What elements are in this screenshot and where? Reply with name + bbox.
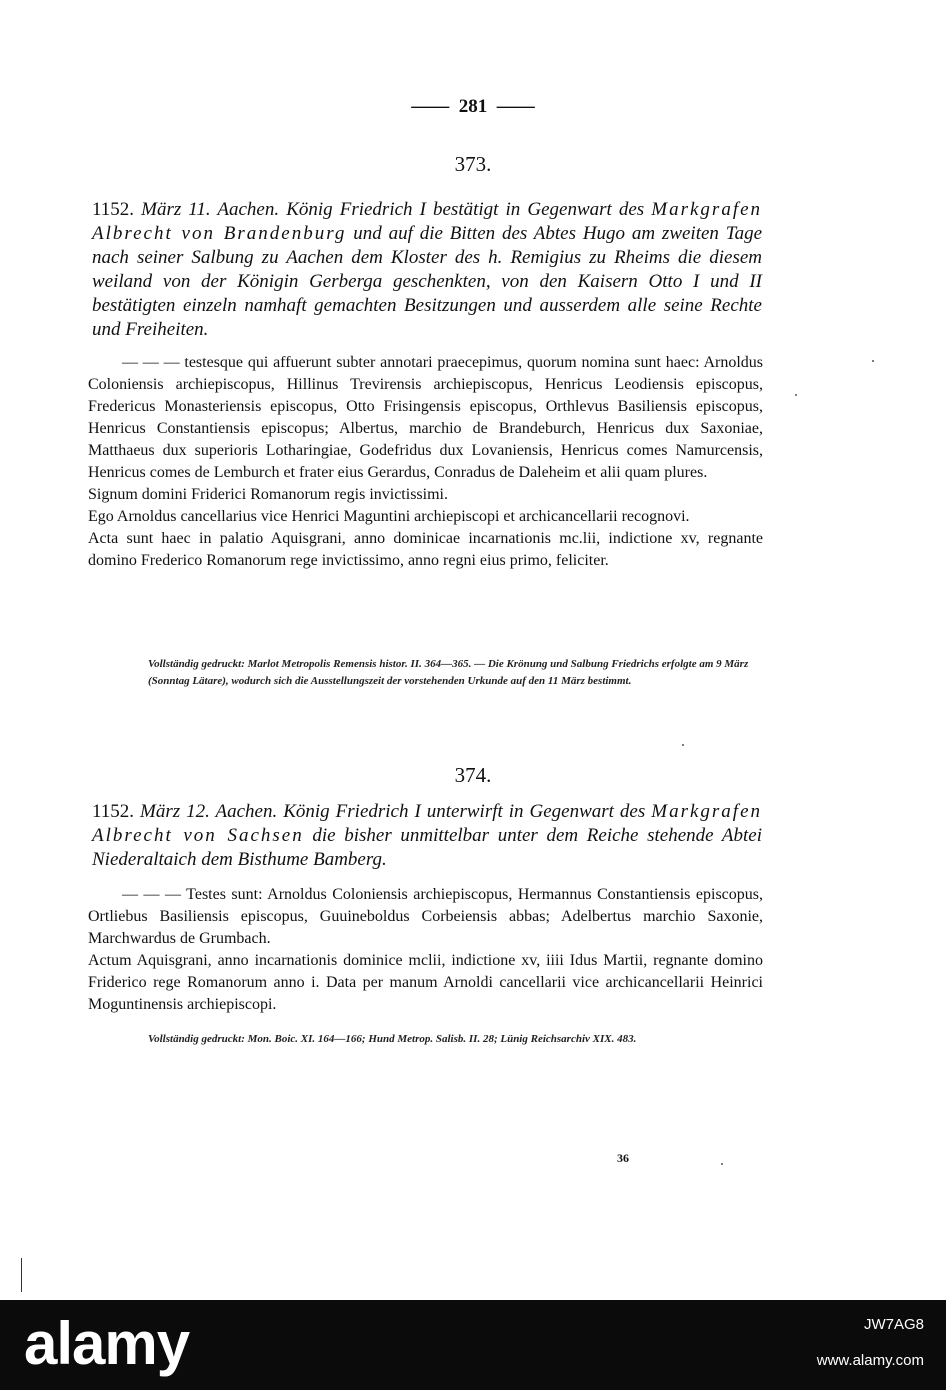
page-number: —— 281 —— bbox=[411, 96, 535, 117]
heading-text: König Friedrich I bestätigt in Gegenwart des bbox=[286, 199, 645, 220]
entry-body bbox=[88, 884, 763, 1016]
entry-body bbox=[88, 352, 763, 572]
heading-text: die bisher unmittelbar unter dem Reiche stehende Abtei Niederaltaich dem Bisthume Bamberg. bbox=[92, 825, 762, 870]
speck bbox=[872, 360, 874, 362]
heading-spaced-name: Markgrafen Albrecht von Sachsen bbox=[92, 801, 763, 846]
speck bbox=[682, 744, 684, 746]
body-paragraph: Ego Arnoldus cancellarius vice Henrici Maguntini archiepiscopi et archicancellarii recognovi. bbox=[88, 508, 690, 525]
body-paragraph: — — — testesque qui affuerunt subter annotari praecepimus, quorum nomina sunt haec: Arnoldus Coloniensis archiepiscopus, Hillinus Trevirensis archiepiscopus, Henricus Leodiensis episcopus, Fredericus Monasteriensis episcopus, Otto Frisingensis episcopus, Orthlevus Basiliensis episcopus, Henricus Constantiensis episcopus; Albertus, marchio de Brandeburch, Henricus dux Saxoniae, Matthaeus dux superioris Lotharingiae, Godefridus dux Lovaniensis, Henricus comes Namurcensis, Henricus comes de Lemburch et frater eius Gerardus, Conradus de Daleheim et alii quam plures. bbox=[88, 354, 763, 481]
body-paragraph: Signum domini Friderici Romanorum regis invictissimi. bbox=[88, 486, 448, 503]
entry-heading bbox=[92, 800, 762, 872]
body-paragraph: — — — Testes sunt: Arnoldus Coloniensis archiepiscopus, Hermannus Constantiensis episcopus, Ortliebus Basiliensis episcopus, Guuineboldus Corbeiensis abbas; Adelbertus marchio Saxonie, Marchwardus de Grumbach. bbox=[88, 886, 763, 947]
brand-logo: alamy bbox=[24, 1310, 190, 1377]
heading-place-date: März 11. Aachen. bbox=[141, 199, 280, 220]
body-paragraph: Acta sunt haec in palatio Aquisgrani, anno dominicae incarnationis mc.lii, indictione xv, regnante domino Frederico Romanorum rege invictissimo, anno regni eius primo, feliciter. bbox=[88, 530, 763, 569]
footnote: Vollständig gedruckt: Marlot Metropolis Remensis histor. II. 364—365. — Die Krönung und Salbung Friedrichs erfolgte am 9 März (Sonntag Lätare), wodurch sich die Ausstellungszeit der vorstehenden Urkunde auf den 11 März bestimmt. bbox=[148, 658, 749, 687]
entry-heading bbox=[92, 198, 762, 342]
body-paragraph: Actum Aquisgrani, anno incarnationis dominice mclii, indictione xv, iiii Idus Martii, regnante domino Friderico rege Romanorum anno i. Data per manum Arnoldi cancellarii vice archicancellarii Heinrici Moguntinensis archiepiscopi. bbox=[88, 952, 763, 1013]
heading-spaced-name: Markgrafen Albrecht von Brandenburg bbox=[92, 199, 763, 244]
brand-url: www.alamy.com bbox=[816, 1352, 924, 1369]
image-id: JW7AG8 bbox=[863, 1316, 924, 1333]
speck bbox=[721, 1163, 723, 1165]
footnote: Vollständig gedruckt: Mon. Boic. XI. 164—166; Hund Metrop. Salisb. II. 28; Lünig Reichsarchiv XIX. 483. bbox=[148, 1033, 637, 1045]
speck bbox=[795, 394, 797, 396]
heading-place-date: März 12. Aachen. bbox=[140, 801, 278, 822]
heading-text: König Friedrich I unterwirft in Gegenwart des bbox=[283, 801, 646, 822]
heading-year: 1152. bbox=[92, 801, 135, 822]
signature-mark: 36 bbox=[617, 1151, 629, 1165]
scan-edge-mark bbox=[21, 1258, 22, 1292]
entry-number: 373. bbox=[454, 152, 492, 176]
heading-year: 1152. bbox=[92, 199, 135, 220]
heading-text: und auf die Bitten des Abtes Hugo am zweiten Tage nach seiner Salbung zu Aachen dem Kloster des h. Remigius zu Rheims die diesem weiland von der Königin Gerberga geschenkten, von den Kaisern Otto I und II bestätigten einzeln namhaft gemachten Besitzungen und ausserdem alle seine Rechte und Freiheiten. bbox=[92, 223, 762, 340]
entry-number: 374. bbox=[454, 763, 492, 787]
